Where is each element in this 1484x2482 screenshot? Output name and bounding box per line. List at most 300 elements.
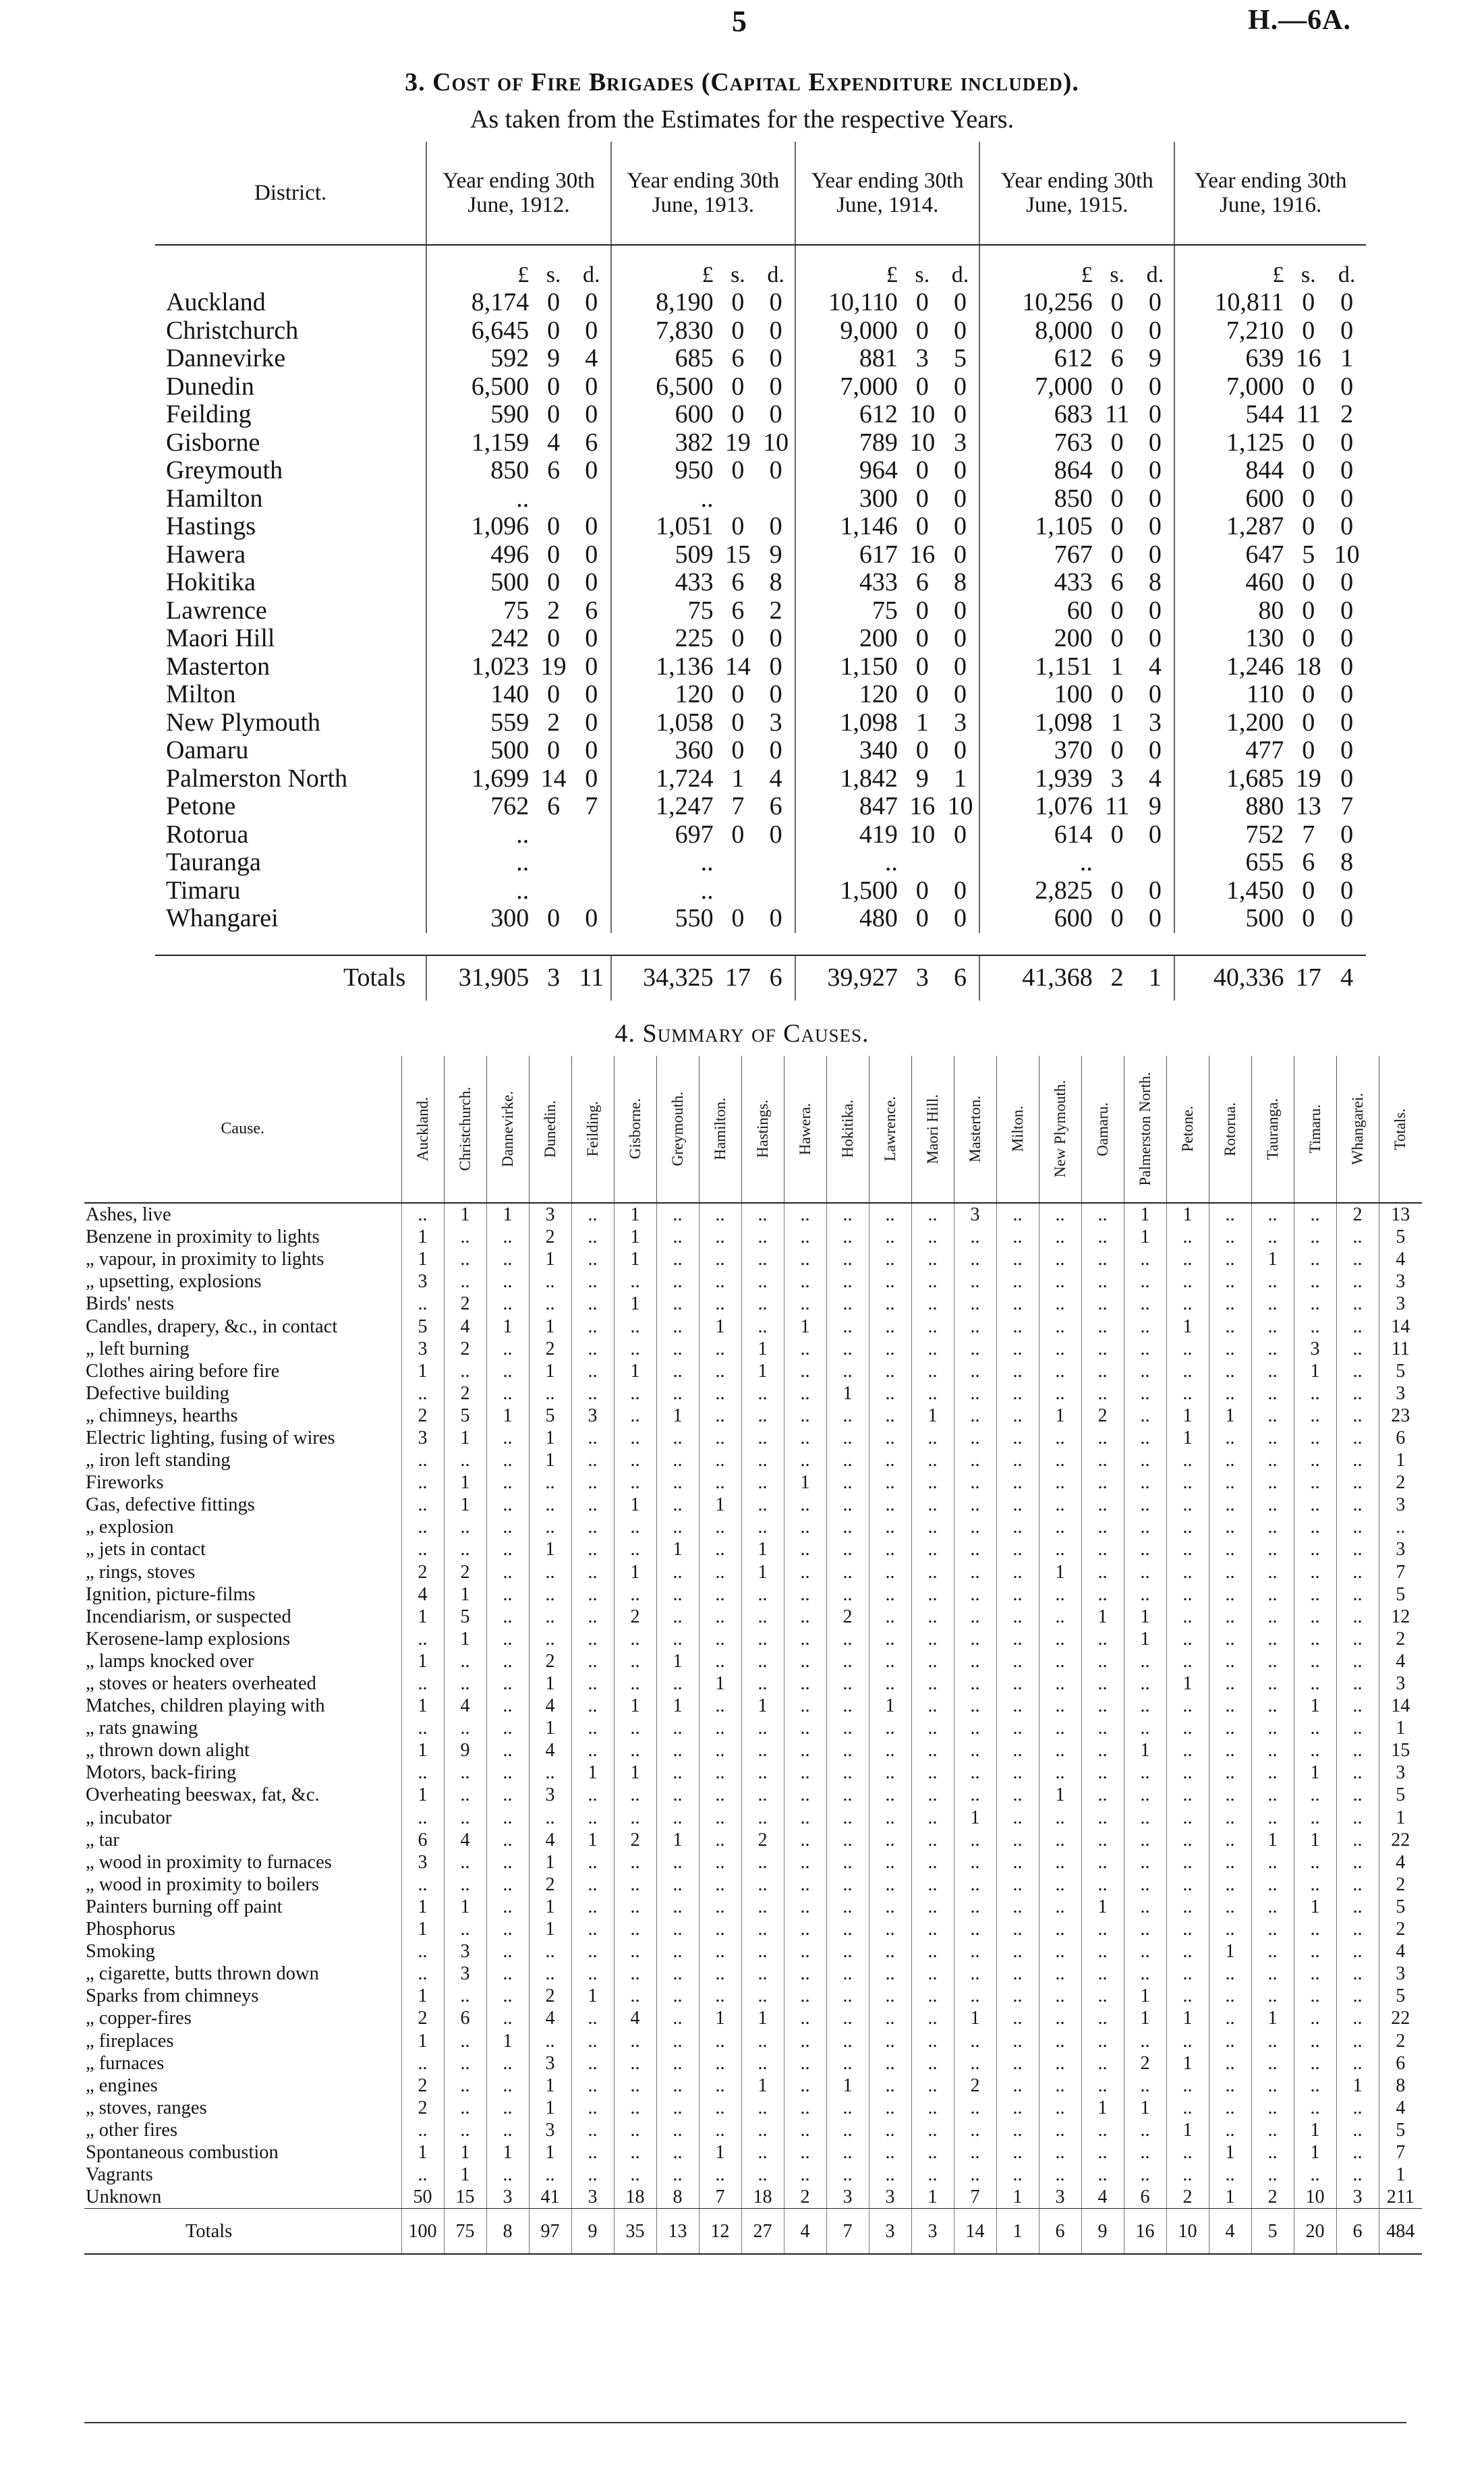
cause-count: 5 [1379,2119,1422,2141]
column-header-label: Totals. [1392,1108,1409,1150]
cause-count: 1 [741,1695,784,1717]
cause-count: 3 [1379,1761,1422,1784]
cause-count: .. [826,1583,869,1606]
cause-count: .. [1379,1516,1422,1538]
district-name-cell [155,793,426,821]
cause-label: „ tar [86,1829,119,1851]
cause-count: 1 [444,1583,486,1606]
cause-count: .. [869,1761,911,1784]
cause-count: .. [996,2029,1039,2052]
cause-count: .. [741,2097,784,2119]
amount-shillings: 18 [1295,652,1321,681]
amount-shillings: 0 [1110,316,1124,345]
amount-shillings: 6 [731,596,745,625]
cause-count: .. [1039,1985,1081,2007]
amount-pounds: 1,146 [795,513,903,541]
cause-count: 1 [401,1918,444,1940]
cause-count: .. [1039,1494,1081,1516]
cause-count: .. [1251,1761,1294,1784]
cause-count: .. [486,1360,529,1382]
cause-count: .. [656,1628,699,1650]
cause-count: .. [656,1561,699,1583]
amount-pounds: 7,000 [1174,373,1289,401]
cause-count: .. [1294,2052,1336,2075]
cause-count: .. [1336,2052,1379,2075]
cause-count: .. [954,1270,996,1293]
cause-count: .. [1166,1940,1209,1963]
cause-label: „ engines [86,2075,158,2096]
cause-row [84,2141,1422,2164]
cause-count: .. [656,1739,699,1761]
cause-count: .. [1251,1851,1294,1873]
cause-count: .. [911,1672,954,1695]
cause-count: .. [444,1248,486,1270]
cause-count: .. [1209,1695,1251,1717]
cause-count: .. [1294,1561,1336,1583]
cause-count: .. [1039,1650,1081,1672]
cause-label: Unknown [84,2186,401,2209]
cause-label: „ explosion [86,1517,174,1538]
cause-row [84,1338,1422,1360]
amount-shillings: 0 [1110,904,1124,933]
cause-count: 1 [699,1315,741,1337]
cause-count: .. [1209,1494,1251,1516]
cause-count: .. [486,1829,529,1851]
amount-pence: 0 [585,456,598,485]
cause-count: .. [1039,1606,1081,1628]
district-name-cell [155,681,426,709]
district-name: Milton [166,680,236,709]
cause-count: 1 [1039,1784,1081,1806]
cause-count: .. [869,1672,911,1695]
cause-count: .. [996,1829,1039,1851]
cause-count: .. [1251,1717,1294,1739]
cause-count: 3 [529,2119,571,2141]
amount-pence: 0 [769,344,782,373]
cause-count: .. [614,2119,656,2141]
cause-count: 1 [1081,1896,1124,1918]
cause-count: .. [954,2119,996,2141]
column-header [1209,1056,1251,1203]
cause-count: .. [1336,1918,1379,1940]
cause-count: .. [1294,1606,1336,1628]
cause-count: .. [741,2052,784,2075]
amount-shillings: 14 [540,764,567,793]
cause-count: .. [486,1606,529,1628]
amount-pounds: 767 [979,541,1097,569]
amount-pounds: 880 [1174,793,1289,821]
cause-count: .. [571,1650,614,1672]
cause-count: .. [1336,1896,1379,1918]
cause-count: .. [656,2052,699,2075]
cause-count: .. [571,2052,614,2075]
amount-pounds: 612 [979,345,1097,373]
cause-count: 1 [529,1248,571,1270]
cause-count: .. [1039,1471,1081,1494]
cause-count: .. [656,1382,699,1405]
cause-count: .. [529,1293,571,1315]
cause-count: .. [401,1628,444,1650]
cause-count: 1 [529,1896,571,1918]
cause-count: .. [784,1829,826,1851]
amount-shillings: 0 [915,512,929,541]
cause-count: .. [954,1717,996,1739]
cause-count: 1 [1209,2141,1251,2164]
amount-pence: 0 [1340,652,1354,681]
cause-count: 2 [401,2097,444,2119]
column-header [1124,1056,1166,1203]
cause-count: 1 [1166,2007,1209,2029]
amount-pence: 0 [585,372,598,401]
cause-count: 4 [529,1829,571,1851]
cause-count: .. [1209,1628,1251,1650]
cause-count: .. [1081,1829,1124,1851]
amount-shillings: 6 [547,456,561,485]
cause-count: 22 [1379,2007,1422,2029]
cause-row [84,1717,1422,1739]
cause-count: .. [1124,1315,1166,1337]
cause-count: .. [869,2141,911,2164]
cause-count: .. [1039,1360,1081,1382]
cause-count: .. [614,1672,656,1695]
cause-total: 5 [1251,2209,1294,2255]
cause-count: .. [996,1494,1039,1516]
cause-count: .. [1336,1471,1379,1494]
cause-count: .. [1209,1360,1251,1382]
cause-count: .. [741,1717,784,1739]
cause-count: .. [996,1449,1039,1471]
amount-pounds: 762 [426,793,534,821]
cause-count: .. [911,1538,954,1560]
cause-count: .. [869,1739,911,1761]
cause-count: .. [954,1695,996,1717]
amount-pounds: .. [426,485,534,513]
cause-count: .. [656,1427,699,1449]
cause-count: .. [1294,2029,1336,2052]
amount-pounds: 1,500 [795,877,903,905]
amount-pence: 3 [954,708,967,737]
cause-count: .. [954,1896,996,1918]
cause-count: .. [614,2052,656,2075]
cause-count: .. [741,1851,784,1873]
district-row [155,737,1366,765]
cause-count: .. [784,2141,826,2164]
district-row [155,289,1366,317]
amount-shillings: 0 [547,624,561,653]
bottom-rule [84,2422,1406,2423]
cause-count: .. [571,1382,614,1405]
cause-count: .. [911,1739,954,1761]
cause-count: 3 [486,2186,529,2209]
cause-count: 3 [826,2186,869,2209]
cause-count: .. [869,1471,911,1494]
cause-total: 20 [1294,2209,1336,2255]
amount-shillings: 3 [1110,764,1124,793]
cause-count: .. [784,1761,826,1784]
cause-count: .. [869,1851,911,1873]
cause-count: .. [529,1494,571,1516]
amount-pence: 0 [769,316,782,345]
cause-count: .. [1294,2164,1336,2186]
cause-count: 1 [529,1360,571,1382]
amount-shillings: 9 [547,344,561,373]
cause-count: 1 [996,2186,1039,2209]
amount-shillings: 4 [547,428,561,457]
column-header [911,1056,954,1203]
cause-count: .. [1251,2075,1294,2097]
cause-count: .. [1081,1918,1124,1940]
cause-count: .. [1294,1873,1336,1896]
cause-count: .. [911,1784,954,1806]
district-name: Lawrence [166,596,267,625]
cause-count: .. [699,1606,741,1628]
district-name: Hawera [166,540,246,569]
cause-count: .. [699,1918,741,1940]
cause-count: .. [784,1963,826,1985]
cause-count: .. [1081,1382,1124,1405]
amount-pence: 0 [769,624,782,653]
cause-total: 12 [699,2209,741,2255]
unit-spacer [155,245,426,289]
amount-pounds: 120 [795,681,903,709]
amount-pounds: 370 [979,737,1097,765]
cause-count: 1 [1209,2186,1251,2209]
district-row [155,485,1366,513]
cause-total: 9 [1081,2209,1124,2255]
amount-pounds: 8,000 [979,317,1097,345]
cause-count: .. [784,1784,826,1806]
cause-count: .. [741,2141,784,2164]
cause-count: .. [571,2119,614,2141]
cause-count: .. [699,1829,741,1851]
cause-count: .. [954,1471,996,1494]
cause-count: .. [1124,1829,1166,1851]
cause-row [84,1315,1422,1337]
amount-pence: 0 [769,456,782,485]
cause-count: .. [444,1650,486,1672]
cause-count: .. [1039,2119,1081,2141]
cause-count: .. [1124,1717,1166,1739]
amount-shillings: 19 [724,428,751,457]
amount-pounds: 75 [611,597,719,625]
cause-count: .. [1081,1628,1124,1650]
cause-count: .. [741,1405,784,1427]
cause-row [84,1873,1422,1896]
amount-pence: 0 [954,540,967,569]
cause-count: .. [911,1918,954,1940]
cause-count: .. [954,2164,996,2186]
cause-count: .. [444,1851,486,1873]
cause-count: .. [1294,1427,1336,1449]
amount-pounds: 433 [795,569,903,597]
amount-pounds: 419 [795,821,903,849]
cause-count: .. [614,1382,656,1405]
cause-count: .. [954,1561,996,1583]
cause-count: .. [656,1606,699,1628]
cause-row [84,1784,1422,1806]
amount-pence [1136,849,1174,877]
amount-pence [573,849,611,877]
amount-pence: 1 [954,764,967,793]
cause-count: 7 [954,2186,996,2209]
cause-count: .. [869,2052,911,2075]
cause-count: .. [1081,1807,1124,1829]
cause-count: .. [996,1896,1039,1918]
cause-count: 18 [614,2186,656,2209]
cause-count: .. [784,1293,826,1315]
cause-count: .. [784,1270,826,1293]
amount-pence: 0 [585,624,598,653]
amount-pence: 0 [954,876,967,905]
cause-count: .. [444,1449,486,1471]
amount-pounds: .. [795,849,903,877]
spacer-row [155,933,1366,955]
cause-count: .. [869,1516,911,1538]
cause-count: .. [1039,1695,1081,1717]
cause-count: 3 [1379,1963,1422,1985]
cause-count: .. [996,1338,1039,1360]
cause-count: .. [444,1784,486,1806]
cause-count: .. [571,2164,614,2186]
cause-count: .. [996,1248,1039,1270]
cause-count: .. [1294,1628,1336,1650]
amount-pounds: 544 [1174,401,1289,429]
cause-count: .. [869,1829,911,1851]
cause-count: .. [401,1494,444,1516]
cause-count: .. [699,1650,741,1672]
year-header: Year ending 30th June, 1912. [426,142,610,245]
amount-shillings: 0 [1302,596,1315,625]
amount-shillings: 0 [1302,372,1315,401]
cause-count: .. [954,1829,996,1851]
cause-count: .. [1039,1873,1081,1896]
column-header [571,1056,614,1203]
cause-count: .. [614,1739,656,1761]
cause-count: .. [401,1471,444,1494]
cause-count: .. [869,1583,911,1606]
cause-count: .. [1209,1293,1251,1315]
cause-count: 1 [614,1761,656,1784]
column-header [614,1056,656,1203]
cause-count: .. [444,1672,486,1695]
cause-count: .. [571,2029,614,2052]
cause-count: .. [826,1203,869,1226]
amount-pence: 0 [769,372,782,401]
cause-count: .. [826,1963,869,1985]
cause-count: .. [1039,2141,1081,2164]
column-header-label: Greymouth. [668,1092,686,1166]
cause-label: Birds' nests [86,1293,175,1315]
cause-count: 1 [741,1561,784,1583]
unit-shillings: s. [1110,262,1124,287]
amount-shillings: 0 [1110,456,1124,485]
total-pence: 6 [757,955,795,1000]
cause-count: .. [741,1650,784,1672]
cause-count: .. [784,2075,826,2097]
cause-count: 12 [1379,1606,1422,1628]
amount-pounds: 130 [1174,625,1289,653]
cause-count: .. [1294,1270,1336,1293]
district-name-cell [155,457,426,485]
cause-count: .. [869,1494,911,1516]
cause-count: .. [954,1583,996,1606]
district-name: Oamaru [166,736,249,765]
cause-count: .. [656,1761,699,1784]
cause-row [84,1896,1422,1918]
cause-count: 1 [826,2075,869,2097]
amount-pence: 0 [1148,540,1162,569]
cause-row [84,2007,1422,2029]
cause-count: .. [486,1940,529,1963]
cause-count: .. [571,1940,614,1963]
district-row [155,401,1366,429]
cause-count: 1 [741,2075,784,2097]
cause-count: .. [444,2052,486,2075]
unit-pence: d. [767,262,784,287]
cause-count: .. [571,1807,614,1829]
cause-count: .. [911,1471,954,1494]
cause-total: 13 [656,2209,699,2255]
amount-pounds: 639 [1174,345,1289,373]
district-row [155,429,1366,457]
cause-count: .. [1209,1449,1251,1471]
cause-count: .. [784,1360,826,1382]
cause-count: .. [826,1851,869,1873]
amount-shillings [534,849,573,877]
cause-count: 6 [401,1829,444,1851]
cause-count: .. [741,1918,784,1940]
district-name-cell [155,541,426,569]
cause-count: 1 [401,1896,444,1918]
cause-count: .. [869,1226,911,1248]
cause-count: .. [656,1471,699,1494]
cause-count: 3 [401,1270,444,1293]
cause-count: .. [529,1940,571,1963]
amount-pounds: 647 [1174,541,1289,569]
cause-count: .. [1039,1739,1081,1761]
cause-count: 1 [1294,1695,1336,1717]
cause-count: .. [571,1672,614,1695]
column-header [826,1056,869,1203]
amount-shillings: 0 [1302,568,1315,597]
cause-count: 1 [486,1315,529,1337]
cause-count: .. [1209,1226,1251,1248]
column-header-label: Palmerston North. [1136,1072,1153,1186]
cause-count: .. [784,1427,826,1449]
cause-row [84,1963,1422,1985]
district-name-cell [155,625,426,653]
cause-count: 15 [1379,1739,1422,1761]
cause-count: .. [869,1807,911,1829]
cause-count: .. [996,1226,1039,1248]
amount-pence: 0 [1148,596,1162,625]
district-name: Hastings [166,512,256,541]
cause-count: .. [486,1248,529,1270]
cause-count: .. [954,1963,996,1985]
cause-count: .. [741,1807,784,1829]
cause-count: .. [1166,1338,1209,1360]
cause-count: 3 [1379,1672,1422,1695]
cause-label: „ iron left standing [86,1450,231,1471]
cause-count: .. [1294,1851,1336,1873]
cause-count: .. [741,1583,784,1606]
cause-label: Phosphorus [86,1919,176,1940]
amount-shillings: 0 [1110,372,1124,401]
cause-count: .. [656,2141,699,2164]
cause-count: .. [1166,1896,1209,1918]
cause-count: 1 [869,1695,911,1717]
amount-pence: 0 [769,512,782,541]
